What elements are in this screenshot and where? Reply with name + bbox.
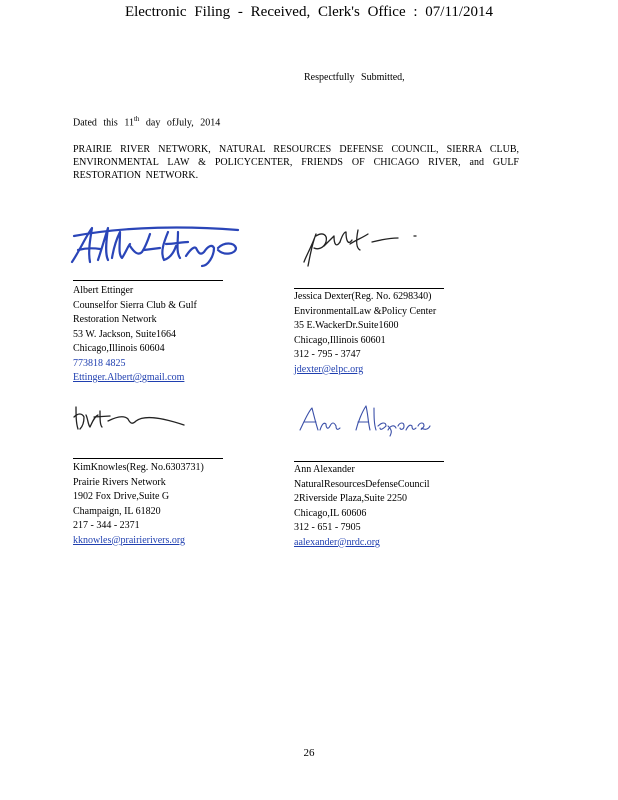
dexter-name: Jessica Dexter(Reg. No. 6298340)	[294, 291, 432, 302]
ettinger-city: Chicago,Illinois 60604	[73, 343, 165, 354]
signature-block-knowles	[73, 461, 204, 548]
signature-block-dexter	[294, 290, 436, 377]
parties-paragraph: PRAIRIE RIVER NETWORK, NATURAL RESOURCES DEFENSE COUNCIL, SIERRA CLUB, ENVIRONMENTAL LAW & POLICYCENTER, FRIENDS OF CHICAGO RIVER, and GULF RESTORATION NETWORK.	[73, 144, 519, 181]
knowles-name: KimKnowles(Reg. No.6303731)	[73, 462, 204, 473]
signature-line-alexander	[294, 461, 444, 462]
ettinger-street: 53 W. Jackson, Suite1664	[73, 328, 177, 340]
alexander-city: Chicago,IL 60606	[294, 507, 367, 519]
dated-prefix: Dated this 11	[73, 117, 134, 129]
alexander-name: Ann Alexander	[294, 464, 355, 475]
dated-suffix: day ofJuly, 2014	[139, 117, 221, 129]
knowles-city: Champaign, IL 61820	[73, 505, 161, 517]
knowles-email-link[interactable]: kknowles@prairierivers.org	[73, 534, 186, 546]
dated-ordinal: th	[133, 115, 140, 123]
signature-block-alexander	[294, 463, 430, 550]
signature-alexander	[296, 400, 436, 440]
dexter-email-link[interactable]: jdexter@elpc.org	[294, 363, 364, 375]
alexander-org: NaturalResourcesDefenseCouncil	[294, 478, 430, 490]
ettinger-name: Albert Ettinger	[73, 285, 134, 296]
signature-line-dexter	[294, 288, 444, 289]
dexter-org: EnvironmentalLaw &Policy Center	[294, 305, 437, 317]
page-number: 26	[303, 747, 315, 759]
dated-line	[73, 115, 220, 128]
dexter-street: 35 E.WackerDr.Suite1600	[294, 320, 399, 331]
knowles-street: 1902 Fox Drive,Suite G	[73, 491, 170, 502]
ettinger-title-cont: Restoration Network	[73, 314, 157, 325]
knowles-org: Prairie Rivers Network	[73, 476, 166, 488]
ettinger-title: Counselfor Sierra Club & Gulf	[73, 299, 197, 311]
respectfully-submitted: Respectfully Submitted,	[304, 72, 405, 83]
knowles-phone: 217 - 344 - 2371	[73, 520, 140, 531]
dexter-city: Chicago,Illinois 60601	[294, 334, 386, 346]
signature-block-ettinger	[73, 284, 197, 386]
dexter-phone: 312 - 795 - 3747	[294, 349, 361, 360]
signature-ettinger	[68, 222, 243, 270]
alexander-email-link[interactable]: aalexander@nrdc.org	[294, 536, 380, 548]
signature-knowles	[70, 403, 190, 433]
signature-dexter	[298, 222, 428, 272]
signature-line-knowles	[73, 458, 223, 459]
alexander-phone: 312 - 651 - 7905	[294, 522, 361, 533]
alexander-street: 2Riverside Plaza,Suite 2250	[294, 493, 408, 504]
filing-stamp-header: Electronic Filing - Received, Clerk's Office : 07/11/2014	[124, 4, 494, 20]
ettinger-phone: 773818 4825	[73, 357, 126, 369]
ettinger-email-link[interactable]: Ettinger.Albert@gmail.com	[73, 372, 185, 383]
signature-line-ettinger	[73, 280, 223, 281]
